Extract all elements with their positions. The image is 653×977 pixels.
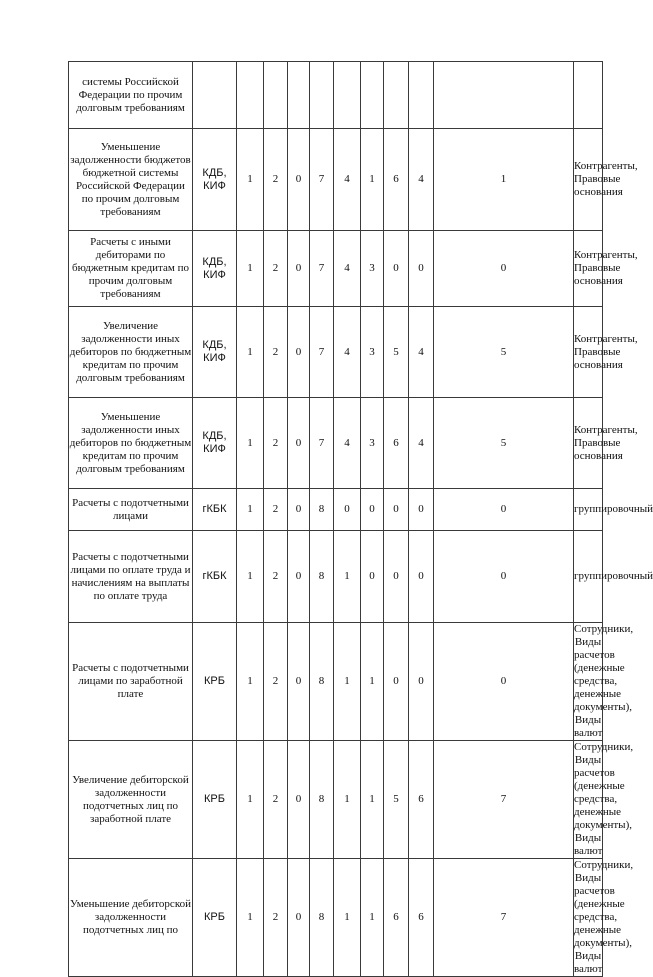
row-digit-cell: 0 bbox=[288, 531, 310, 623]
row-digit-cell: 7 bbox=[434, 859, 574, 977]
row-analytics-cell: Сотрудники, Виды расчетов (денежные средства, денежные документы), Виды валют bbox=[574, 741, 634, 857]
row-digit-cell: 4 bbox=[334, 307, 361, 398]
row-digit-cell: 4 bbox=[409, 129, 434, 231]
row-digit-cell: 2 bbox=[264, 531, 288, 623]
row-digit-cell: 6 bbox=[384, 859, 409, 977]
row-digit-cell bbox=[409, 62, 434, 129]
row-name-cell: Уменьшение задолженности бюджетов бюджетной системы Российской Федерации по прочим долговым требованиям bbox=[69, 129, 193, 231]
row-digit-cell: 4 bbox=[334, 231, 361, 307]
row-name-cell: Увеличение задолженности иных дебиторов по бюджетным кредитам по прочим долговым требованиям bbox=[69, 307, 193, 398]
row-code-cell: гКБК bbox=[193, 531, 237, 623]
row-code-cell: КРБ bbox=[193, 859, 237, 977]
row-digit-cell: 7 bbox=[434, 741, 574, 859]
row-digit-cell: 1 bbox=[434, 129, 574, 231]
row-digit-cell: 4 bbox=[334, 129, 361, 231]
table-row bbox=[69, 741, 603, 859]
row-digit-cell: 1 bbox=[237, 307, 264, 398]
row-digit-cell: 2 bbox=[264, 307, 288, 398]
row-code-cell bbox=[193, 62, 237, 129]
row-digit-cell: 0 bbox=[288, 489, 310, 531]
row-digit-cell: 0 bbox=[409, 489, 434, 531]
row-digit-cell: 0 bbox=[288, 859, 310, 977]
row-digit-cell: 6 bbox=[384, 398, 409, 489]
row-digit-cell: 1 bbox=[361, 623, 384, 741]
row-digit-cell: 1 bbox=[237, 129, 264, 231]
table-row bbox=[69, 62, 603, 129]
row-digit-cell: 3 bbox=[361, 231, 384, 307]
row-digit-cell: 0 bbox=[384, 623, 409, 741]
row-digit-cell: 1 bbox=[237, 398, 264, 489]
row-analytics-cell: Контрагенты, Правовые основания bbox=[574, 231, 603, 307]
row-digit-cell: 0 bbox=[288, 307, 310, 398]
row-digit-cell: 8 bbox=[310, 623, 334, 741]
row-digit-cell: 1 bbox=[237, 623, 264, 741]
row-analytics-cell: Контрагенты, Правовые основания bbox=[574, 398, 603, 489]
row-digit-cell: 1 bbox=[334, 531, 361, 623]
table-row bbox=[69, 398, 603, 489]
row-digit-cell: 2 bbox=[264, 129, 288, 231]
row-name-cell: Уменьшение дебиторской задолженности подотчетных лиц по bbox=[69, 859, 193, 977]
table-row bbox=[69, 129, 603, 231]
row-analytics-cell: группировочный bbox=[574, 531, 603, 623]
row-analytics-cell: Сотрудники, Виды расчетов (денежные средства, денежные документы), Виды валют bbox=[574, 623, 634, 739]
row-digit-cell: 7 bbox=[310, 307, 334, 398]
row-digit-cell bbox=[384, 62, 409, 129]
row-analytics-cell bbox=[574, 62, 603, 129]
row-digit-cell: 0 bbox=[288, 398, 310, 489]
row-digit-cell: 6 bbox=[409, 741, 434, 859]
account-codes-table bbox=[68, 61, 653, 977]
row-digit-cell: 2 bbox=[264, 859, 288, 977]
row-digit-cell: 0 bbox=[434, 231, 574, 307]
row-digit-cell: 0 bbox=[434, 531, 574, 623]
row-digit-cell: 0 bbox=[434, 489, 574, 531]
row-digit-cell: 0 bbox=[384, 231, 409, 307]
table-row bbox=[69, 859, 603, 977]
row-digit-cell: 0 bbox=[384, 489, 409, 531]
row-digit-cell: 8 bbox=[310, 859, 334, 977]
row-digit-cell: 5 bbox=[434, 398, 574, 489]
row-name-cell: Уменьшение задолженности иных дебиторов по бюджетным кредитам по прочим долговым требованиям bbox=[69, 398, 193, 489]
row-digit-cell: 2 bbox=[264, 623, 288, 741]
row-digit-cell: 8 bbox=[310, 489, 334, 531]
table-row bbox=[69, 489, 603, 531]
row-digit-cell bbox=[334, 62, 361, 129]
row-name-cell: Увеличение дебиторской задолженности подотчетных лиц по заработной плате bbox=[69, 741, 193, 859]
row-analytics-cell: группировочный bbox=[574, 489, 603, 531]
row-digit-cell: 1 bbox=[361, 129, 384, 231]
row-digit-cell: 0 bbox=[361, 531, 384, 623]
row-digit-cell: 0 bbox=[384, 531, 409, 623]
table-row bbox=[69, 231, 603, 307]
row-name-cell: Расчеты с подотчетными лицами по оплате труда и начислениям на выплаты по оплате труда bbox=[69, 531, 193, 623]
row-digit-cell: 0 bbox=[288, 231, 310, 307]
row-digit-cell: 0 bbox=[361, 489, 384, 531]
row-digit-cell bbox=[361, 62, 384, 129]
row-digit-cell: 2 bbox=[264, 398, 288, 489]
row-digit-cell: 0 bbox=[288, 129, 310, 231]
row-digit-cell: 8 bbox=[310, 531, 334, 623]
row-digit-cell: 0 bbox=[334, 489, 361, 531]
row-digit-cell: 3 bbox=[361, 398, 384, 489]
table-row bbox=[69, 307, 603, 398]
row-digit-cell: 5 bbox=[384, 741, 409, 859]
row-digit-cell: 5 bbox=[434, 307, 574, 398]
row-digit-cell: 0 bbox=[409, 531, 434, 623]
table-row bbox=[69, 623, 603, 741]
row-code-cell: КДБ, КИФ bbox=[193, 398, 237, 489]
row-digit-cell: 1 bbox=[361, 859, 384, 977]
row-digit-cell: 1 bbox=[237, 531, 264, 623]
row-digit-cell: 4 bbox=[409, 398, 434, 489]
row-digit-cell: 7 bbox=[310, 129, 334, 231]
row-digit-cell: 2 bbox=[264, 231, 288, 307]
row-digit-cell: 2 bbox=[264, 741, 288, 859]
row-digit-cell bbox=[264, 62, 288, 129]
row-digit-cell: 1 bbox=[334, 741, 361, 859]
row-digit-cell: 6 bbox=[384, 129, 409, 231]
row-digit-cell: 8 bbox=[310, 741, 334, 859]
row-code-cell: КДБ, КИФ bbox=[193, 231, 237, 307]
row-digit-cell bbox=[237, 62, 264, 129]
row-code-cell: КРБ bbox=[193, 741, 237, 859]
row-analytics-cell: Контрагенты, Правовые основания bbox=[574, 129, 603, 231]
row-name-cell: Расчеты с иными дебиторами по бюджетным кредитам по прочим долговым требованиям bbox=[69, 231, 193, 307]
row-digit-cell: 4 bbox=[334, 398, 361, 489]
row-digit-cell: 1 bbox=[237, 859, 264, 977]
row-digit-cell: 1 bbox=[237, 741, 264, 859]
row-digit-cell bbox=[288, 62, 310, 129]
row-name-cell: Расчеты с подотчетными лицами по заработной плате bbox=[69, 623, 193, 741]
row-digit-cell: 0 bbox=[288, 623, 310, 741]
row-digit-cell: 7 bbox=[310, 398, 334, 489]
row-analytics-cell: Сотрудники, Виды расчетов (денежные средства, денежные документы), Виды валют bbox=[574, 859, 634, 975]
table-row bbox=[69, 531, 603, 623]
row-digit-cell: 1 bbox=[361, 741, 384, 859]
row-digit-cell: 5 bbox=[384, 307, 409, 398]
row-digit-cell: 1 bbox=[334, 623, 361, 741]
row-digit-cell: 0 bbox=[409, 623, 434, 741]
row-name-cell: системы Российской Федерации по прочим долговым требованиям bbox=[69, 62, 193, 129]
row-digit-cell bbox=[310, 62, 334, 129]
row-digit-cell: 0 bbox=[434, 623, 574, 741]
row-digit-cell: 6 bbox=[409, 859, 434, 977]
row-digit-cell: 7 bbox=[310, 231, 334, 307]
row-analytics-cell: Контрагенты, Правовые основания bbox=[574, 307, 603, 398]
row-code-cell: гКБК bbox=[193, 489, 237, 531]
row-digit-cell: 1 bbox=[237, 489, 264, 531]
row-code-cell: КДБ, КИФ bbox=[193, 129, 237, 231]
row-digit-cell: 0 bbox=[409, 231, 434, 307]
row-digit-cell: 1 bbox=[237, 231, 264, 307]
row-digit-cell: 4 bbox=[409, 307, 434, 398]
row-code-cell: КДБ, КИФ bbox=[193, 307, 237, 398]
row-digit-cell: 0 bbox=[288, 741, 310, 859]
table-body bbox=[69, 62, 653, 977]
row-name-cell: Расчеты с подотчетными лицами bbox=[69, 489, 193, 531]
row-digit-cell: 1 bbox=[334, 859, 361, 977]
row-digit-cell: 3 bbox=[361, 307, 384, 398]
row-digit-cell bbox=[434, 62, 574, 129]
row-digit-cell: 2 bbox=[264, 489, 288, 531]
row-code-cell: КРБ bbox=[193, 623, 237, 741]
